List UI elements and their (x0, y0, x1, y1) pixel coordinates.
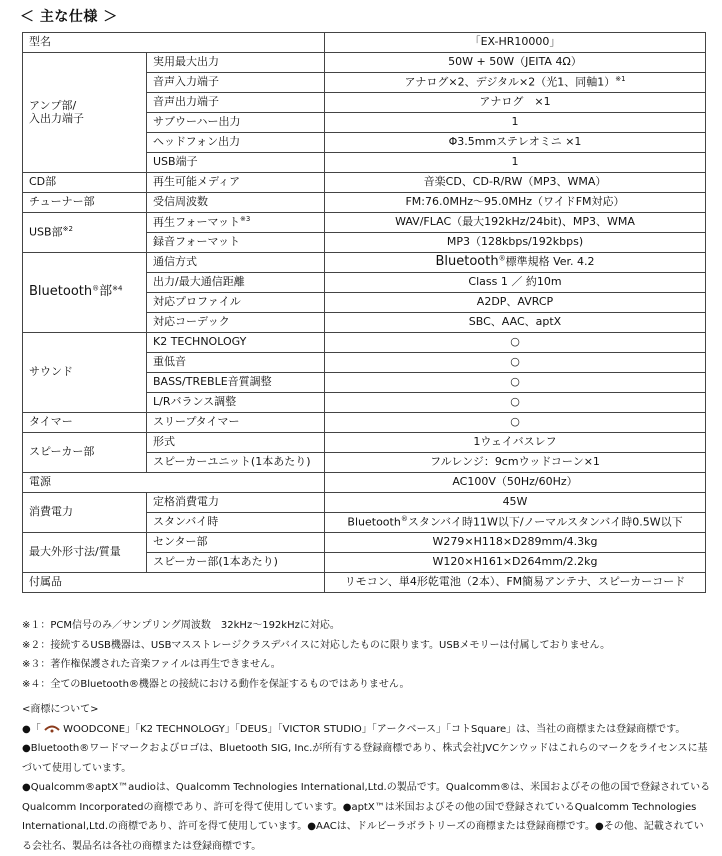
bluetooth-category (23, 253, 147, 333)
spec-item: 再生可能メディア (147, 173, 325, 193)
bluetooth-category-suffix: 部 (99, 284, 113, 300)
registered-mark: ® (92, 284, 100, 293)
spec-item: 対応プロファイル (147, 293, 325, 313)
spec-table (22, 32, 706, 593)
spec-item: 出力/最大通信距離 (147, 273, 325, 293)
trademarks-heading: <商標について> (22, 704, 99, 715)
spec-item-cell (147, 213, 325, 233)
footnote-mark: ※2 (62, 225, 73, 234)
spec-value: Φ3.5mmステレオミニ ×1 (325, 133, 706, 153)
spec-item: L/Rバランス調整 (147, 393, 325, 413)
trademarks (22, 700, 712, 856)
spec-item: 音声入力端子 (147, 73, 325, 93)
spec-value-cell (325, 253, 706, 273)
registered-mark: ® (498, 254, 506, 263)
spec-value: MP3（128kbps/192kbps) (325, 233, 706, 253)
spec-value: 音楽CD、CD-R/RW（MP3、WMA） (325, 173, 706, 193)
spec-value: フルレンジ：9cmウッドコーン×1 (325, 453, 706, 473)
bluetooth-category-label: Bluetooth (29, 284, 93, 300)
table-row (23, 173, 706, 193)
spec-item: サブウーハー出力 (147, 113, 325, 133)
spec-item: USB端子 (147, 153, 325, 173)
table-row (23, 433, 706, 453)
spec-value: WAV/FLAC（最大192kHz/24bit)、MP3、WMA (325, 213, 706, 233)
spec-item: スタンバイ時 (147, 513, 325, 533)
footnote-mark: ※3 (240, 215, 251, 224)
usb-category (23, 213, 147, 253)
spec-value: 1ウェイバスレフ (325, 433, 706, 453)
model-value: 「EX-HR10000」 (325, 33, 706, 53)
table-row (23, 193, 706, 213)
trademark-line: ●Qualcomm®aptX™audioは、Qualcomm Technologies International,Ltd.の製品です。Qualcomm®は、米国およびその他の国で登録されているQualcomm Incorporatedの商標であり、許可を得て使用しています。●aptX™は米国およびその他の国で登録されているQualcomm Technologies International,Ltd.の商標であり、許可を得て使用しています。●AACは、ドルビーラボラトリーズの商標または登録商標です。●その他、記載されている会社名、製品名は各社の商標または登録商標です。 (22, 782, 711, 852)
amp-category-line1: アンプ部/ (29, 99, 77, 113)
spec-item: スピーカーユニット(1本あたり) (147, 453, 325, 473)
footnote: ※２：接続するUSB機器は、USBマスストレージクラスデバイスに対応したものに限ります。USBメモリーは付属しておりません。 (22, 639, 611, 651)
page-title: ＜ 主な仕様 ＞ (20, 9, 118, 25)
table-row (23, 253, 706, 273)
spec-value: アナログ ×1 (325, 93, 706, 113)
spec-value: W279×H118×D289mm/4.3kg (325, 533, 706, 553)
spec-value: ○ (325, 413, 706, 433)
speaker-category: スピーカー部 (23, 433, 147, 473)
spec-item: 受信周波数 (147, 193, 325, 213)
tuner-category: チューナー部 (23, 193, 147, 213)
accessories-category: 付属品 (23, 573, 325, 593)
footnotes (22, 616, 712, 694)
spec-value: 1 (325, 153, 706, 173)
spec-value: リモコン、単4形乾電池（2本）、FM簡易アンテナ、スピーカーコード (325, 573, 706, 593)
timer-category: タイマー (23, 413, 147, 433)
spec-value-cell (325, 513, 706, 533)
spec-item: ヘッドフォン出力 (147, 133, 325, 153)
table-row (23, 493, 706, 513)
trademark-line (22, 720, 712, 740)
spec-value: ○ (325, 333, 706, 353)
spec-item: 再生フォーマット (153, 215, 241, 229)
spec-value: ○ (325, 393, 706, 413)
spec-item: センター部 (147, 533, 325, 553)
spec-value-cell (325, 73, 706, 93)
spec-value: Bluetooth (435, 254, 499, 270)
spec-value: ○ (325, 373, 706, 393)
table-row (23, 213, 706, 233)
power-category: 電源 (23, 473, 325, 493)
footnote: ※４：全てのBluetooth®機器との接続における動作を保証するものではありません。 (22, 678, 410, 690)
spec-item: 形式 (147, 433, 325, 453)
spec-item: スピーカー部(1本あたり) (147, 553, 325, 573)
spec-value-rest: 標準規格 Ver. 4.2 (505, 255, 595, 269)
spec-value: 50W + 50W（JEITA 4Ω） (325, 53, 706, 73)
sound-category: サウンド (23, 333, 147, 413)
footnote: ※１：PCM信号のみ／サンプリング周波数 32kHz〜192kHzに対応。 (22, 620, 340, 631)
footnote-mark: ※4 (112, 284, 123, 293)
table-row (23, 573, 706, 593)
spec-value: SBC、AAC、aptX (325, 313, 706, 333)
footnote-mark: ※1 (615, 75, 626, 84)
amp-category-line2: 入出力端子 (29, 111, 84, 125)
woodcone-logo-icon (44, 724, 60, 733)
spec-item: 音声出力端子 (147, 93, 325, 113)
trademark-line1-pre: ●「 (22, 723, 41, 735)
spec-item: 録音フォーマット (147, 233, 325, 253)
dims-category: 最大外形寸法/質量 (23, 533, 147, 573)
spec-value: アナログ×2、デジタル×2（光1、同軸1） (404, 75, 616, 89)
table-row (23, 33, 706, 53)
spec-item: 通信方式 (147, 253, 325, 273)
trademark-line: ●Bluetooth®ワードマークおよびロゴは、Bluetooth SIG, Inc.が所有する登録商標であり、株式会社JVCケンウッドはこれらのマークをライセンスに基づいて使用しています。 (22, 743, 708, 774)
spec-item: BASS/TREBLE音質調整 (147, 373, 325, 393)
spec-item: 重低音 (147, 353, 325, 373)
table-row (23, 53, 706, 73)
cd-category: CD部 (23, 173, 147, 193)
spec-value: 45W (325, 493, 706, 513)
model-label: 型名 (23, 33, 325, 53)
table-row (23, 333, 706, 353)
footnote: ※３：著作権保護された音楽ファイルは再生できません。 (22, 659, 281, 670)
table-row (23, 533, 706, 553)
amp-category (23, 53, 147, 173)
spec-item: スリープタイマー (147, 413, 325, 433)
table-row (23, 413, 706, 433)
spec-value: A2DP、AVRCP (325, 293, 706, 313)
spec-value: FM:76.0MHz〜95.0MHz（ワイドFM対応） (325, 193, 706, 213)
spec-item: K2 TECHNOLOGY (147, 333, 325, 353)
spec-value: W120×H161×D264mm/2.2kg (325, 553, 706, 573)
spec-item: 対応コーデック (147, 313, 325, 333)
registered-mark: ® (400, 515, 408, 524)
consumption-category: 消費電力 (23, 493, 147, 533)
spec-value: Class 1 ／ 約10m (325, 273, 706, 293)
trademark-line1-post: WOODCONE」「K2 TECHNOLOGY」「DEUS」「VICTOR STUDIO」「アークベース」「コトSquare」は、当社の商標または登録商標です。 (63, 723, 686, 735)
spec-value: ○ (325, 353, 706, 373)
spec-value: Bluetooth (347, 515, 401, 529)
spec-value: 1 (325, 113, 706, 133)
spec-item: 実用最大出力 (147, 53, 325, 73)
spec-value: AC100V（50Hz/60Hz） (325, 473, 706, 493)
spec-item: 定格消費電力 (147, 493, 325, 513)
spec-value-rest: スタンバイ時11W以下/ノーマルスタンバイ時0.5W以下 (407, 515, 683, 529)
table-row (23, 473, 706, 493)
usb-category-label: USB部 (29, 225, 63, 239)
